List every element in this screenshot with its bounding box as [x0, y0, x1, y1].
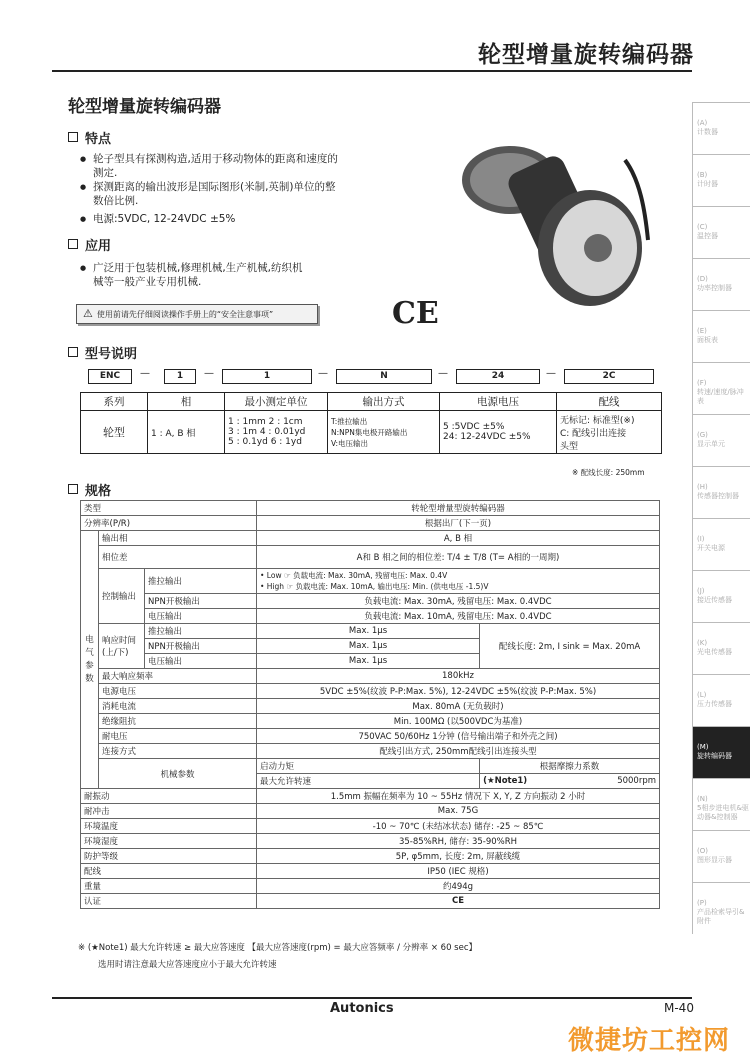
model-dash: —: [546, 368, 556, 379]
model-header-unit: 最小测定单位: [225, 393, 328, 411]
spec-sublabel: NPN开极输出: [145, 639, 257, 654]
spec-label: 最大允许转速: [257, 774, 480, 789]
spec-value: Max. 80mA (无负载时): [257, 699, 660, 714]
spec-value: 转轮型增量型旋转编码器: [257, 501, 660, 516]
model-power: 5 :5VDC ±5% 24: 12-24VDC ±5%: [440, 411, 557, 454]
brand-logo: Autonics: [330, 1001, 394, 1016]
spec-group-mechanical: 机械参数: [99, 759, 257, 789]
side-tab-d[interactable]: (D) 功率控制器: [692, 258, 750, 310]
caution-box: ⚠ 使用前请先仔细阅读操作手册上的“安全注意事项”: [76, 304, 318, 324]
spec-label: 环境温度: [81, 819, 257, 834]
ce-mark: CE: [392, 296, 439, 331]
spec-label: 耐电压: [99, 729, 257, 744]
feature-item: ● 电源:5VDC, 12-24VDC ±5%: [80, 212, 340, 226]
spec-label: 耐振动: [81, 789, 257, 804]
spec-value: • Low ☞ 负载电流: Max. 30mA, 残留电压: Max. 0.4V • High ☞ 负载电流: Max. 10mA, 输出电压: Min. (供电电压 -1.5)V: [257, 569, 660, 594]
feature-item: ● 探测距离的输出波形是国际图形(米制,英制)单位的整数倍比例.: [80, 180, 340, 208]
model-dash: —: [318, 368, 328, 379]
footer-rule: [52, 997, 692, 999]
model-wiring: 无标记: 标准型(※) C: 配线引出连接 头型: [557, 411, 662, 454]
features-list: [80, 152, 340, 226]
side-tab-o[interactable]: (O) 图形显示器: [692, 830, 750, 882]
spec-value: 根据摩擦力系数: [480, 759, 660, 774]
spec-sublabel: 电压输出: [145, 654, 257, 669]
spec-value: (★Note1) 5000rpm: [480, 774, 660, 789]
square-bullet-icon: [68, 132, 78, 142]
model-header-output: 输出方式: [328, 393, 440, 411]
spec-value: -10 ~ 70℃ (未结冰状态) 储存: -25 ~ 85℃: [257, 819, 660, 834]
side-tab-nav: [692, 102, 750, 934]
model-table: [80, 392, 662, 454]
model-heading: 型号说明: [68, 343, 137, 362]
spec-label: 相位差: [99, 546, 257, 569]
header-rule: [52, 70, 692, 72]
model-dash: —: [438, 368, 448, 379]
spec-label: 防护等级: [81, 849, 257, 864]
model-output: T:推拉输出 N:NPN集电极开路输出 V:电压输出: [328, 411, 440, 454]
spec-value: 750VAC 50/60Hz 1分钟 (信号输出端子和外壳之间): [257, 729, 660, 744]
model-code-wiring: 2C: [564, 369, 654, 384]
spec-table: [80, 500, 660, 909]
spec-value: Max. 1μs: [257, 654, 480, 669]
model-unit: 1 : 1mm 2 : 1cm 3 : 1m 4 : 0.01yd 5 : 0.1yd 6 : 1yd: [225, 411, 328, 454]
spec-value: Max. 1μs: [257, 639, 480, 654]
side-tab-g[interactable]: (G) 显示单元: [692, 414, 750, 466]
model-code-power: 24: [456, 369, 540, 384]
model-dash: —: [204, 368, 214, 379]
spec-value: 配线引出方式, 250mm配线引出连接头型: [257, 744, 660, 759]
spec-value: 配线长度: 2m, I sink = Max. 20mA: [480, 624, 660, 669]
side-tab-c[interactable]: (C) 温控器: [692, 206, 750, 258]
model-code-unit: 1: [222, 369, 312, 384]
spec-value: 负载电流: Max. 10mA, 残留电压: Max. 0.4VDC: [257, 609, 660, 624]
spec-sublabel: NPN开极输出: [145, 594, 257, 609]
spec-value: 根据出厂(下一页): [257, 516, 660, 531]
spec-value: IP50 (IEC 规格): [257, 864, 660, 879]
spec-label: 连接方式: [99, 744, 257, 759]
model-phase: 1 : A, B 相: [148, 411, 225, 454]
spec-value: 负载电流: Max. 30mA, 残留电压: Max. 0.4VDC: [257, 594, 660, 609]
spec-label: 配线: [81, 864, 257, 879]
spec-value: A, B 相: [257, 531, 660, 546]
side-tab-l[interactable]: (L) 压力传感器: [692, 674, 750, 726]
features-heading: 特点: [68, 128, 111, 147]
spec-value: 180kHz: [257, 669, 660, 684]
spec-label: 最大响应频率: [99, 669, 257, 684]
spec-value: Max. 1μs: [257, 624, 480, 639]
spec-label: 启动力矩: [257, 759, 480, 774]
spec-value: 35-85%RH, 储存: 35-90%RH: [257, 834, 660, 849]
side-tab-i[interactable]: (I) 开关电源: [692, 518, 750, 570]
side-tab-m[interactable]: (M) 旋转编码器: [692, 726, 750, 778]
model-header-phase: 相: [148, 393, 225, 411]
header-title: 轮型增量旋转编码器: [478, 42, 694, 68]
spec-label: 重量: [81, 879, 257, 894]
side-tab-j[interactable]: (J) 接近传感器: [692, 570, 750, 622]
side-tab-k[interactable]: (K) 光电传感器: [692, 622, 750, 674]
side-tab-a[interactable]: (A) 计数器: [692, 102, 750, 154]
model-code-series: ENC: [88, 369, 132, 384]
spec-label: 响应时间(上/下): [99, 624, 145, 669]
warning-icon: ⚠: [83, 307, 93, 320]
spec-label: 认证: [81, 894, 257, 909]
model-header-power: 电源电压: [440, 393, 557, 411]
model-dash: —: [140, 368, 150, 379]
spec-label: 控制输出: [99, 569, 145, 624]
wheel-hub: [584, 234, 612, 262]
cable-length-note: ※ 配线长度: 250mm: [572, 468, 645, 477]
spec-heading: 规格: [68, 480, 111, 499]
page-number: M-40: [664, 1001, 694, 1015]
side-tab-h[interactable]: (H) 传感器控制器: [692, 466, 750, 518]
spec-label: 绝缘阻抗: [99, 714, 257, 729]
model-code-output: N: [336, 369, 432, 384]
square-bullet-icon: [68, 484, 78, 494]
side-tab-p[interactable]: (P) 产品检索导引&附件: [692, 882, 750, 934]
square-bullet-icon: [68, 347, 78, 357]
spec-label: 输出相: [99, 531, 257, 546]
spec-value: CE: [257, 894, 660, 909]
spec-label: 分辨率(P/R): [81, 516, 257, 531]
footnote-line1: ※ (★Note1) 最大允许转速 ≥ 最大应答速度 【最大应答速度(rpm) = 最大应答频率 / 分辨率 × 60 sec】: [78, 943, 478, 953]
spec-value: 5VDC ±5%(纹波 P-P:Max. 5%), 12-24VDC ±5%(纹波 P-P:Max. 5%): [257, 684, 660, 699]
application-heading: 应用: [68, 235, 111, 254]
spec-group-electrical: 电气参数: [81, 531, 99, 789]
spec-sublabel: 电压输出: [145, 609, 257, 624]
page-title: 轮型增量旋转编码器: [68, 97, 221, 117]
application-list: [80, 261, 310, 289]
model-header-series: 系列: [81, 393, 148, 411]
spec-label: 消耗电流: [99, 699, 257, 714]
model-series: 轮型: [81, 411, 148, 454]
spec-value: 约494g: [257, 879, 660, 894]
side-tab-f[interactable]: (F) 转速/速度/脉冲表: [692, 362, 750, 414]
spec-label: 电源电压: [99, 684, 257, 699]
feature-item: ● 轮子型具有探测构造,适用于移动物体的距离和速度的测定.: [80, 152, 340, 180]
model-header-wiring: 配线: [557, 393, 662, 411]
watermark: 微捷坊工控网: [568, 1026, 731, 1056]
spec-value: 1.5mm 振幅在频率为 10 ~ 55Hz 情况下 X, Y, Z 方向振动 2 小时: [257, 789, 660, 804]
spec-sublabel: 推拉输出: [145, 569, 257, 594]
side-tab-n[interactable]: (N) 5相步进电机&驱动器&控制器: [692, 778, 750, 830]
side-tab-b[interactable]: (B) 计时器: [692, 154, 750, 206]
spec-value: Min. 100MΩ (以500VDC为基准): [257, 714, 660, 729]
side-tab-e[interactable]: (E) 面板表: [692, 310, 750, 362]
encoder-product-image: [440, 120, 650, 320]
footnote-line2: 选用时请注意最大应答速度应小于最大允许转速: [98, 960, 277, 970]
square-bullet-icon: [68, 239, 78, 249]
spec-label: 类型: [81, 501, 257, 516]
spec-value: A和 B 相之间的相位差: T/4 ± T/8 (T= A相的一周期): [257, 546, 660, 569]
application-item: ● 广泛用于包装机械,修理机械,生产机械,纺织机械等一般产业专用机械.: [80, 261, 310, 289]
spec-label: 环境湿度: [81, 834, 257, 849]
model-code-phase: 1: [164, 369, 196, 384]
spec-sublabel: 推拉输出: [145, 624, 257, 639]
spec-value: 5P, φ5mm, 长度: 2m, 屏蔽线缆: [257, 849, 660, 864]
spec-value: Max. 75G: [257, 804, 660, 819]
spec-label: 耐冲击: [81, 804, 257, 819]
